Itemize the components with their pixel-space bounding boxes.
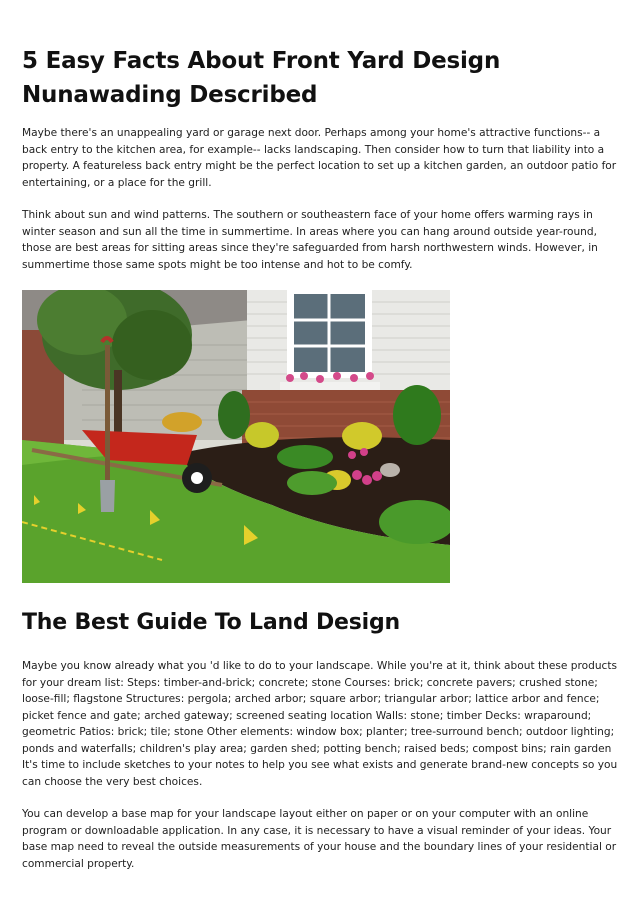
paragraph-dream-list: Maybe you know already what you 'd like to do to your landscape. While you're at it, think about these products for your dream list: Steps: timber-and-brick; concrete; stone Courses: brick; concrete pavers; crushed stone; loose-fill; flagstone Structures: pergola; arched arbor; square arbor; triangular arbor; lattice arbor and fence; picket fence and gate; arched gateway; screened seating location Walls: stone; timber Decks: wraparound; geometric Patios: brick; tile; stone Other elements: window box; planter; tree-surround bench; outdoor lighting; ponds and waterfalls; children's play area; garden shed; potting bench; raised beds; compost bins; rain garden It's time to include sketches to your notes to help you see what exists and generate brand-new concepts so you can choose the very best choices. [22, 660, 618, 788]
paragraph-sun-wind: Think about sun and wind patterns. The southern or southeastern face of your home offers warming rays in winter season and sun all the time in summertime. In areas where you can hang around outside year-round, those are best areas for sitting areas since they're safeguarded from harsh northwestern winds. However, in summertime those same spots might be too intense and hot to be comfy. [22, 209, 598, 271]
section-heading: The Best Guide To Land Design [22, 610, 401, 635]
article-title: 5 Easy Facts About Front Yard Design Nunawading Described [22, 48, 501, 108]
paragraph-yard-intro: Maybe there's an unappealing yard or garage next door. Perhaps among your home's attractive functions-- a back entry to the kitchen area, for example-- lacks landscaping. Then consider how to turn that liability into a property. A featureless back entry might be the perfect location to set up a kitchen garden, an outdoor patio for entertaining, or a place for the grill. [22, 127, 617, 189]
front-yard-photo [22, 290, 450, 583]
paragraph-base-map: You can develop a base map for your landscape layout either on paper or on your computer with an online program or downloadable application. In any case, it is necessary to have a visual reminder of your ideas. Your base map need to reveal the outside measurements of your house and the boundary lines of your residential or commercial property. [22, 808, 617, 870]
